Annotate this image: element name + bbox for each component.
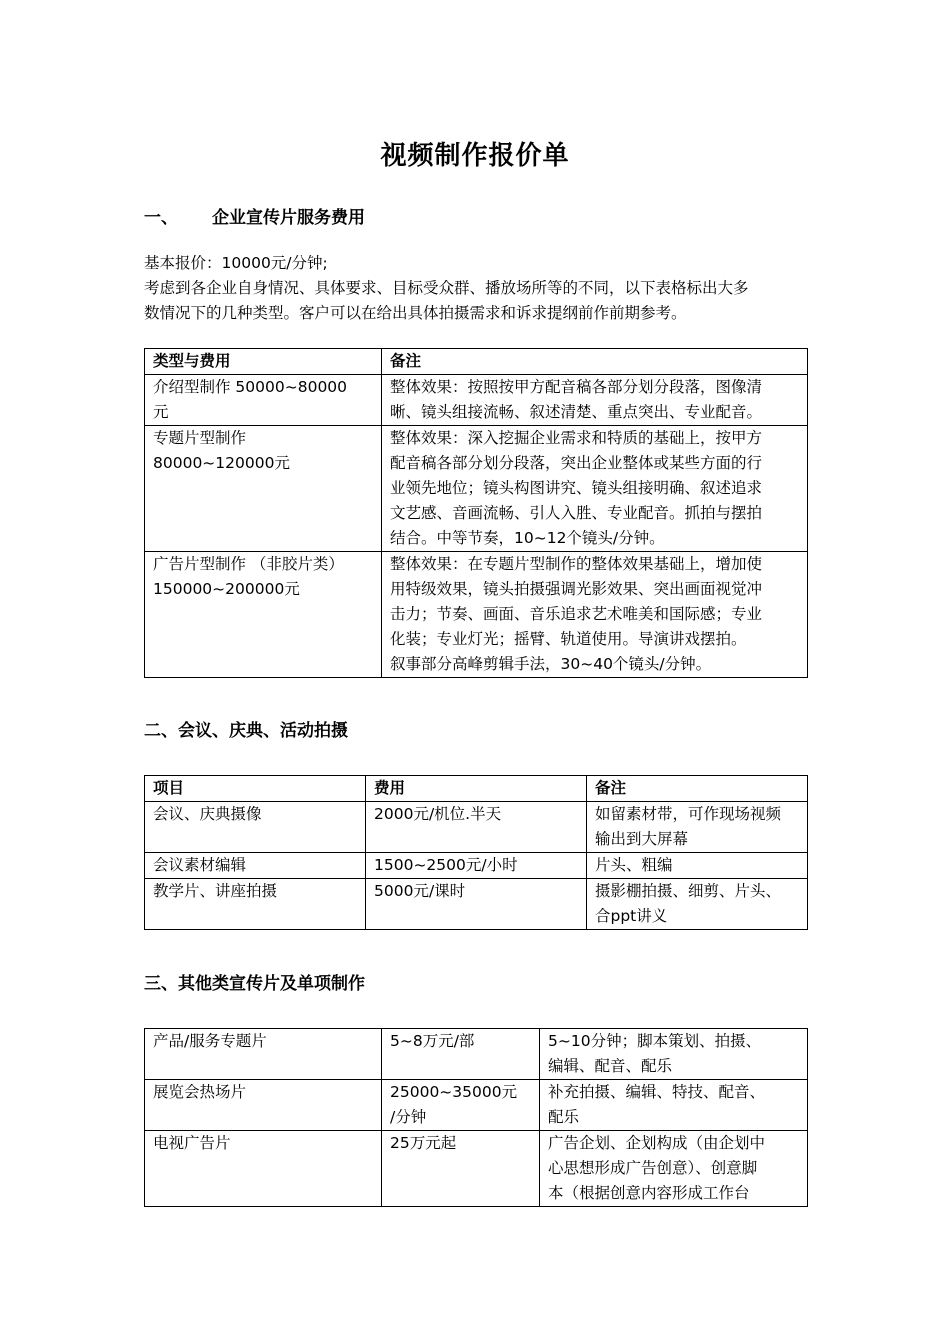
- table-header-row: [145, 776, 808, 802]
- table-row: [145, 1080, 808, 1131]
- item-cell: 产品/服务专题片: [145, 1029, 382, 1080]
- fee-cell: 2000元/机位.半天: [366, 802, 587, 853]
- table-row: [145, 853, 808, 879]
- section2-heading: 二、会议、庆典、活动拍摄: [144, 721, 348, 741]
- section1-number: 一、: [144, 208, 178, 228]
- note-cell: 片头、粗编: [587, 853, 808, 879]
- item-cell: 教学片、讲座拍摄: [145, 879, 366, 930]
- note-cell: 如留素材带，可作现场视频 输出到大屏幕: [587, 802, 808, 853]
- table-row: [145, 802, 808, 853]
- table-header-row: [145, 349, 808, 375]
- item-cell: 电视广告片: [145, 1131, 382, 1207]
- service-fee-table: [144, 348, 808, 678]
- section1-heading: [144, 203, 365, 228]
- fee-cell: 25万元起: [382, 1131, 540, 1207]
- other-production-table: [144, 1028, 808, 1207]
- column-header: 项目: [145, 776, 366, 802]
- column-header: 备注: [382, 349, 808, 375]
- item-cell: 会议、庆典摄像: [145, 802, 366, 853]
- table-row: [145, 879, 808, 930]
- table-row: [145, 375, 808, 426]
- note-cell: 补充拍摄、编辑、特技、配音、 配乐: [540, 1080, 808, 1131]
- fee-cell: 25000~35000元 /分钟: [382, 1080, 540, 1131]
- type-fee-cell: 介绍型制作 50000~80000 元: [145, 375, 382, 426]
- note-cell: 整体效果：按照按甲方配音稿各部分划分段落，图像清 晰、镜头组接流畅、叙述清楚、重点突出、专业配音。: [382, 375, 808, 426]
- item-cell: 展览会热场片: [145, 1080, 382, 1131]
- fee-cell: 5000元/课时: [366, 879, 587, 930]
- note-cell: 5~10分钟；脚本策划、拍摄、 编辑、配音、配乐: [540, 1029, 808, 1080]
- base-price: 基本报价：10000元/分钟;: [144, 254, 328, 272]
- table-row: [145, 426, 808, 552]
- note-cell: 摄影棚拍摄、细剪、片头、 合ppt讲义: [587, 879, 808, 930]
- intro-line: 考虑到各企业自身情况、具体要求、目标受众群、播放场所等的不同，以下表格标出大多: [144, 279, 749, 297]
- section3-heading: 三、其他类宣传片及单项制作: [144, 974, 365, 994]
- column-header: 类型与费用: [145, 349, 382, 375]
- column-header: 费用: [366, 776, 587, 802]
- table-row: [145, 1029, 808, 1080]
- table-row: [145, 552, 808, 678]
- type-fee-cell: 广告片型制作 （非胶片类） 150000~200000元: [145, 552, 382, 678]
- section1-intro: [144, 251, 809, 326]
- table-row: [145, 1131, 808, 1207]
- note-cell: 广告企划、企划构成（由企划中 心思想形成广告创意）、创意脚 本（根据创意内容形成工作台: [540, 1131, 808, 1207]
- fee-cell: 1500~2500元/小时: [366, 853, 587, 879]
- section1-title: 企业宣传片服务费用: [212, 208, 365, 228]
- column-header: 备注: [587, 776, 808, 802]
- fee-cell: 5~8万元/部: [382, 1029, 540, 1080]
- event-shooting-table: [144, 775, 808, 930]
- intro-line: 数情况下的几种类型。客户可以在给出具体拍摄需求和诉求提纲前作前期参考。: [144, 304, 687, 322]
- item-cell: 会议素材编辑: [145, 853, 366, 879]
- note-cell: 整体效果：深入挖掘企业需求和特质的基础上，按甲方 配音稿各部分划分段落，突出企业整体或某些方面的行 业领先地位；镜头构图讲究、镜头组接明确、叙述追求 文艺感、音画流畅、引人入胜、专业配音。抓拍与摆拍 结合。中等节奏，10~12个镜头/分钟。: [382, 426, 808, 552]
- page-title: 视频制作报价单: [380, 141, 570, 171]
- note-cell: 整体效果：在专题片型制作的整体效果基础上，增加使 用特级效果，镜头拍摄强调光影效果、突出画面视觉冲 击力；节奏、画面、音乐追求艺术唯美和国际感；专业 化装；专业灯光；摇臂、轨道使用。导演讲戏摆拍。 叙事部分高峰剪辑手法，30~40个镜头/分钟。: [382, 552, 808, 678]
- type-fee-cell: 专题片型制作 80000~120000元: [145, 426, 382, 552]
